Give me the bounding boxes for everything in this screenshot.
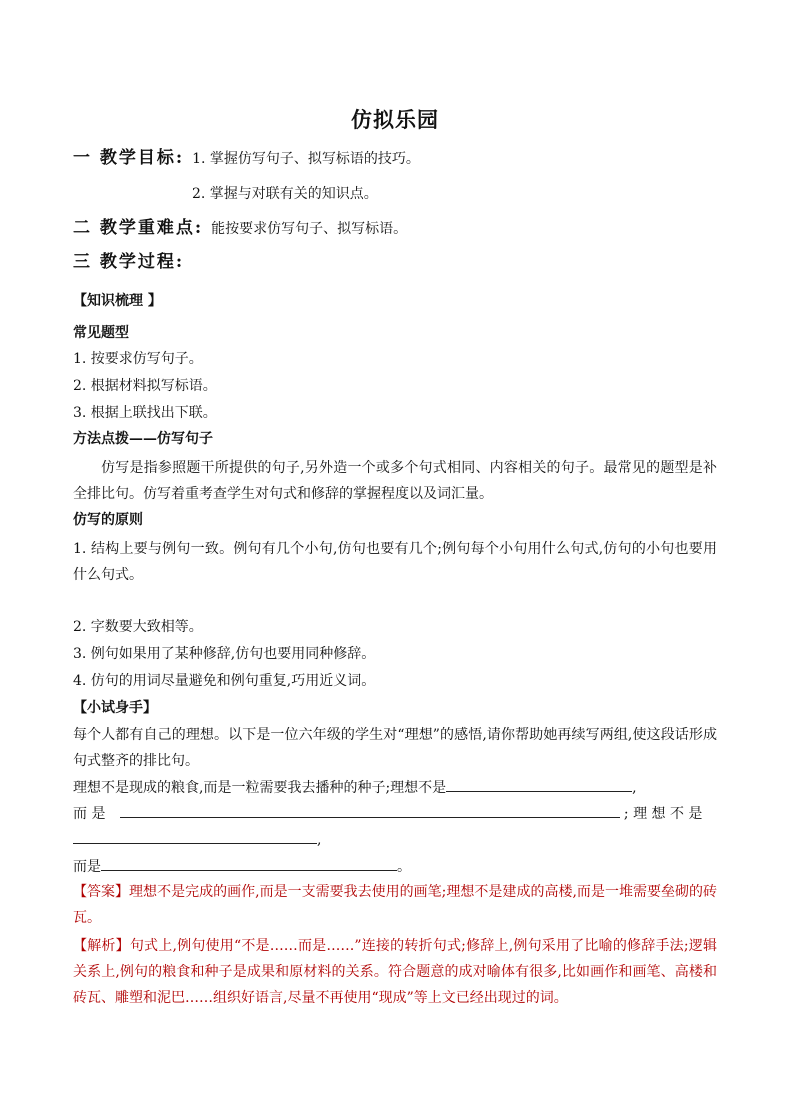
objective-item-2: 2. 掌握与对联有关的知识点。	[192, 186, 378, 202]
fill-line-2	[73, 803, 702, 824]
key-points-text: 能按要求仿写句子、拟写标语。	[211, 221, 408, 237]
principle-heading: 仿写的原则	[73, 512, 143, 528]
fill-line-4-period: 。	[397, 859, 411, 875]
blank-3[interactable]	[73, 829, 317, 844]
key-points-heading: 二 教学重难点	[73, 218, 195, 238]
fill-line-3-comma: ,	[317, 832, 322, 848]
knowledge-tag: 【知识梳理 】	[73, 293, 162, 309]
type-item-3: 3. 根据上联找出下联。	[73, 405, 217, 421]
fill-line-3	[73, 829, 321, 850]
blank-2[interactable]	[120, 803, 620, 818]
blank-1[interactable]	[446, 777, 632, 792]
principle-item-4: 4. 仿句的用词尽量避免和例句重复,巧用近义词。	[73, 673, 376, 689]
objectives-heading: 一 教学目标	[73, 148, 176, 168]
type-item-1: 1. 按要求仿写句子。	[73, 351, 203, 367]
objectives-colon: :	[175, 148, 185, 168]
key-points-colon: :	[194, 218, 204, 238]
method-text: 仿写是指参照题干所提供的句子,另外造一个或多个句式相同、内容相关的句子。最常见的题型是补全排比句。仿写着重考查学生对句式和修辞的掌握程度以及词汇量。	[73, 460, 717, 502]
answer-text: 理想不是完成的画作,而是一支需要我去使用的画笔;理想不是建成的高楼,而是一堆需要垒砌的砖瓦。	[73, 884, 718, 926]
principle-item-1: 1. 结构上要与例句一致。例句有几个小句,仿句也要有几个;例句每个小句用什么句式,仿句的小句也要用什么句式。	[73, 541, 717, 583]
fill-line-2-tail: ; 理 想 不 是	[623, 806, 703, 822]
analysis-text: 句式上,例句使用“不是……而是……”连接的转折句式;修辞上,例句采用了比喻的修辞手法;逻辑关系上,例句的粮食和种子是成果和原材料的关系。符合题意的成对喻体有很多,比如画作和画笔、高楼和砖瓦、雕塑和泥巴……组织好语言,尽量不再使用“现成”等上文已经出现过的词。	[73, 938, 718, 1006]
principle-item-3: 3. 例句如果用了某种修辞,仿句也要用同种修辞。	[73, 646, 376, 662]
er-shi-label-2: 而是	[73, 859, 101, 875]
type-item-2: 2. 根据材料拟写标语。	[73, 378, 217, 394]
er-shi-label: 而 是	[73, 806, 106, 822]
objective-item-1: 1. 掌握仿写句子、拟写标语的技巧。	[192, 151, 420, 167]
fill-line-1-text: 理想不是现成的粮食,而是一粒需要我去播种的种子;理想不是	[73, 780, 447, 796]
types-heading: 常见题型	[73, 325, 129, 341]
process-heading: 三 教学过程:	[73, 252, 185, 272]
fill-line-4	[73, 856, 411, 877]
practice-tag: 【小试身手】	[73, 700, 157, 716]
fill-line-1	[73, 777, 637, 798]
answer-block	[73, 879, 717, 931]
method-heading: 方法点拨——仿写句子	[73, 431, 213, 447]
key-points-line	[73, 218, 407, 239]
analysis-block	[73, 933, 717, 1011]
answer-tag: 【答案】	[73, 884, 130, 900]
objectives-line	[73, 148, 420, 169]
practice-prompt: 每个人都有自己的理想。以下是一位六年级的学生对“理想”的感悟,请你帮助她再续写两组,使这段话形成句式整齐的排比句。	[73, 727, 717, 769]
fill-line-1-comma: ,	[632, 780, 637, 796]
blank-4[interactable]	[101, 856, 397, 871]
principle-item-2: 2. 字数要大致相等。	[73, 619, 203, 635]
page-title: 仿拟乐园	[351, 107, 439, 132]
analysis-tag: 【解析】	[73, 938, 130, 954]
